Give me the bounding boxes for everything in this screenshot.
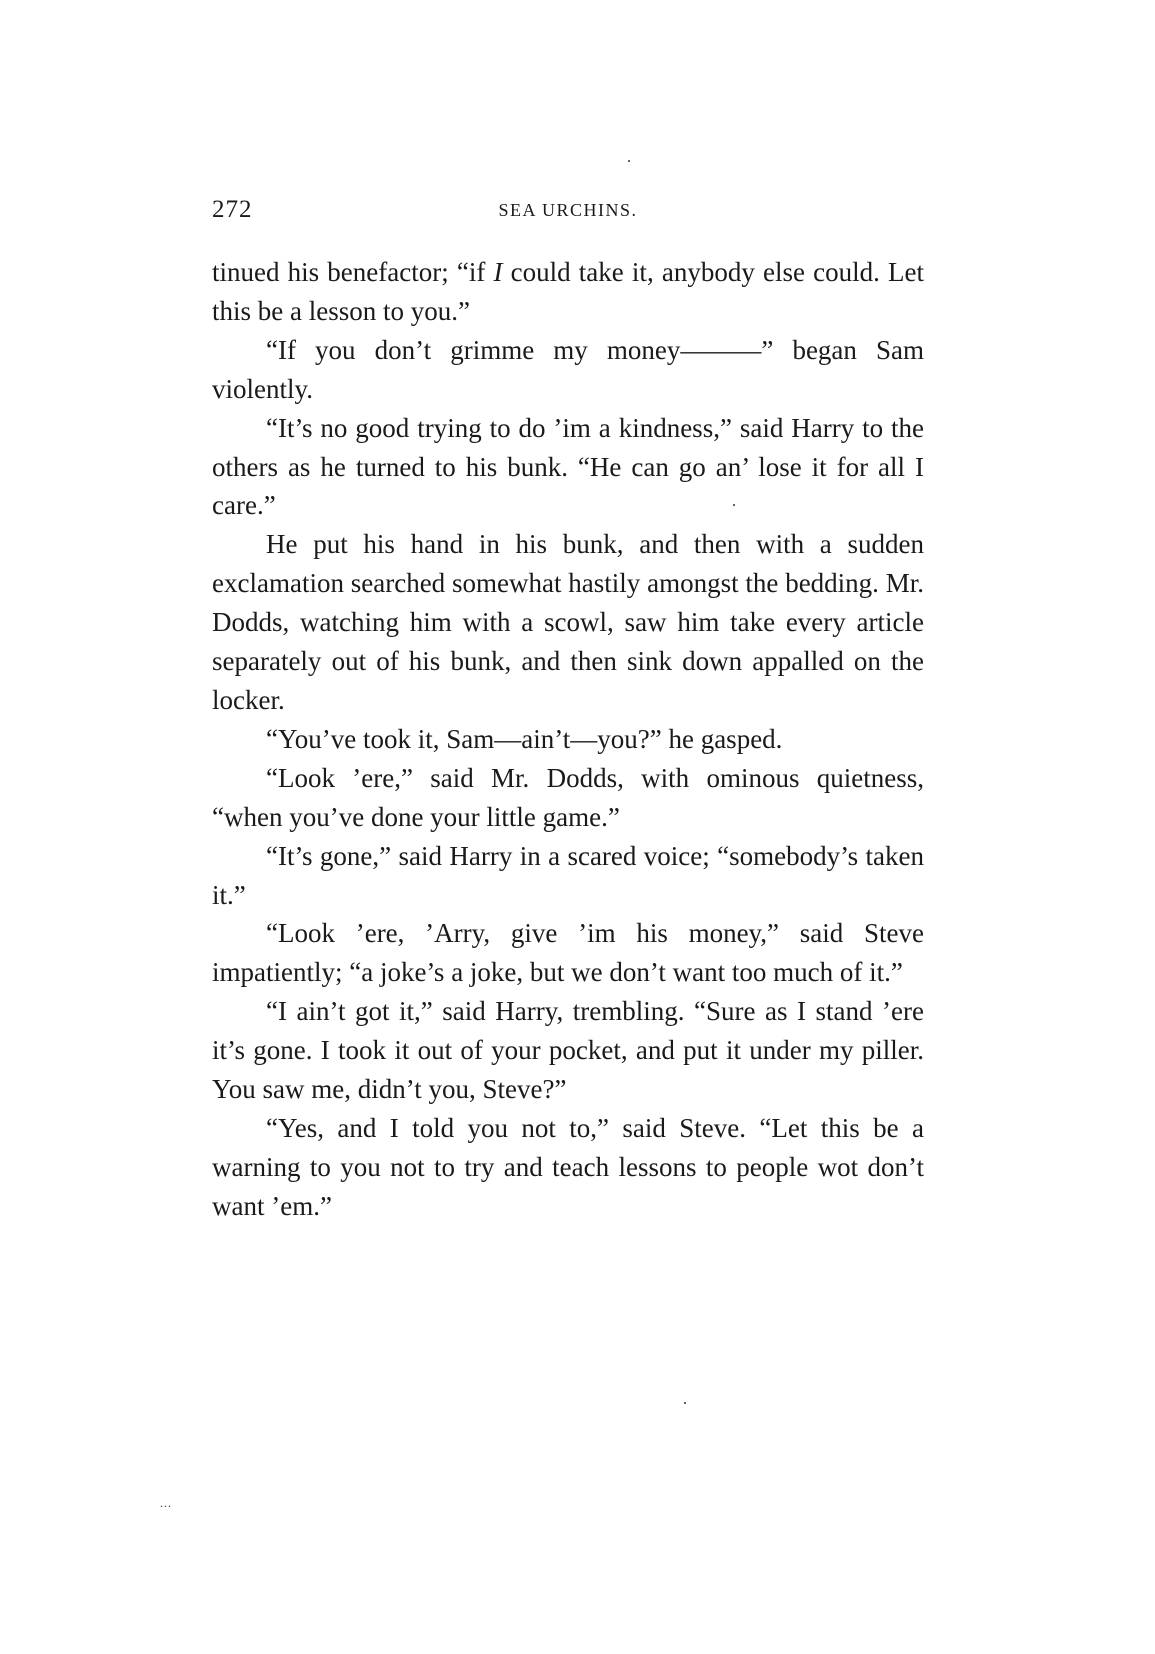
footer-mark: ... <box>160 1496 172 1510</box>
page-number: 272 <box>212 196 253 223</box>
print-speck <box>733 504 735 506</box>
paragraph-8: “Look ’ere, ’Arry, give ’im his money,” said Steve impatiently; “a joke’s a joke, but we don’t want too much of it.” <box>212 918 924 988</box>
paragraph-5: “You’ve took it, Sam—ain’t—you?” he gasped. <box>266 723 783 754</box>
paragraph-1-end: could take it, anybody else could. Let this be a lesson to you.” <box>212 257 924 326</box>
paragraph-2: “If you don’t grimme my money———” began Sam violently. <box>212 334 924 404</box>
paragraph-1-start: tinued his benefactor; “if <box>212 257 494 287</box>
page-header <box>212 196 924 236</box>
paragraph-1-italic: I <box>493 257 503 287</box>
paragraph-4: He put his hand in his bunk, and then with a sudden exclamation searched somewhat hastily amongst the bedding. Mr. Dodds, watching him with a scowl, saw him take every article separately out of his bunk, and then sink down appalled on the locker. <box>212 529 924 715</box>
paragraph-1 <box>212 253 924 331</box>
body-text <box>212 253 924 1226</box>
paragraph-10: “Yes, and I told you not to,” said Steve. “Let this be a warning to you not to try and teach lessons to people wot don’t want ’em.” <box>212 1112 924 1221</box>
paragraph-3: “It’s no good trying to do ’im a kindness,” said Harry to the others as he turned to his bunk. “He can go an’ lose it for all I care.” <box>212 412 924 521</box>
print-speck <box>684 1402 686 1404</box>
running-head: SEA URCHINS. <box>498 200 638 220</box>
paragraph-6: “Look ’ere,” said Mr. Dodds, with ominous quietness, “when you’ve done your little game.” <box>212 762 924 832</box>
paragraph-9: “I ain’t got it,” said Harry, trembling. “Sure as I stand ’ere it’s gone. I took it out of your pocket, and put it under my piller. You saw me, didn’t you, Steve?” <box>212 996 924 1105</box>
paragraph-7: “It’s gone,” said Harry in a scared voice; “somebody’s taken it.” <box>212 840 924 910</box>
print-speck <box>628 160 630 162</box>
